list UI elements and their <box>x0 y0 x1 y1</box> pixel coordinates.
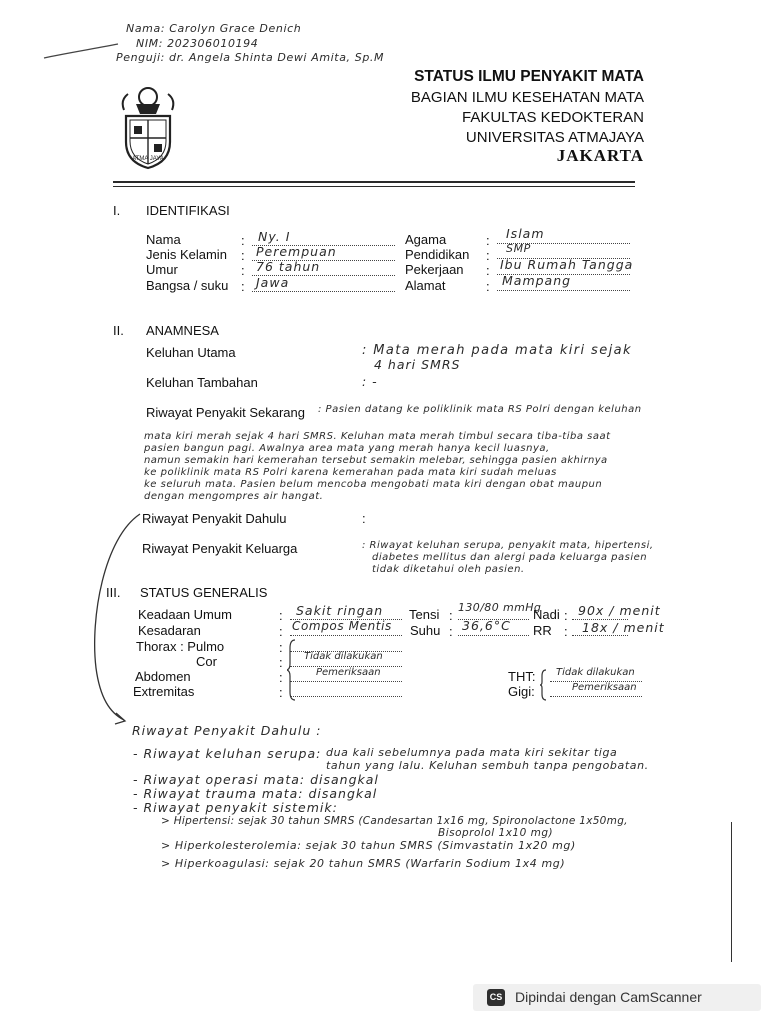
camscanner-watermark <box>473 984 761 1011</box>
value-tidak-dilakukan: Tidak dilakukan <box>304 651 383 662</box>
examiner-name: Penguji: dr. Angela Shinta Dewi Amita, Sp.M <box>116 51 385 64</box>
label-nadi: Nadi <box>533 607 560 622</box>
value-bangsa: Jawa <box>256 275 290 290</box>
camscanner-text: Dipindai dengan CamScanner <box>515 989 702 1005</box>
rpd-hipertensi-cont: Bisoprolol 1x10 mg) <box>438 827 554 839</box>
value-tensi: 130/80 mmHg <box>458 601 542 614</box>
label-extremitas: Extremitas <box>133 684 195 699</box>
colon: : <box>279 624 283 639</box>
colon: : <box>241 279 245 294</box>
rps-line: ke poliklinik mata RS Polri karena kemerahan pada mata kiri sudah meluas <box>144 467 557 478</box>
rpk-line: diabetes mellitus dan alergi pada keluarga pasien <box>372 552 648 563</box>
student-name: Nama: Carolyn Grace Denich <box>126 22 302 35</box>
rpd-hiperkoagulasi: > Hiperkoagulasi: sejak 20 tahun SMRS (Warfarin Sodium 1x4 mg) <box>161 857 566 870</box>
value-pendidikan: SMP <box>506 242 531 255</box>
label-bangsa-suku: Bangsa / suku <box>146 278 229 293</box>
section-num-iii: III. <box>106 585 121 600</box>
colon: : <box>486 233 490 248</box>
rps-line: mata kiri merah sejak 4 hari SMRS. Keluhan mata merah timbul secara tiba-tiba saat <box>144 431 611 442</box>
section-num-i: I. <box>113 203 121 218</box>
value-rps-first: : Pasien datang ke poliklinik mata RS Polri dengan keluhan <box>318 404 642 415</box>
section-title-status-generalis: STATUS GENERALIS <box>140 585 268 600</box>
margin-pen-line <box>731 822 732 962</box>
rpd-operasi: - Riwayat operasi mata: disangkal <box>133 772 379 787</box>
field-line <box>290 635 402 636</box>
label-riwayat-penyakit-dahulu: Riwayat Penyakit Dahulu <box>142 511 287 526</box>
rps-line: pasien bangun pagi. Awalnya area mata yang merah hanya kecil luasnya, <box>144 443 550 454</box>
value-nadi: 90x / menit <box>578 603 661 618</box>
rpd-detail-heading: Riwayat Penyakit Dahulu : <box>132 723 322 738</box>
rps-line: ke seluruh mata. Pasien belum mencoba mengobati mata kiri dengan obat maupun <box>144 479 603 490</box>
colon: : <box>486 248 490 263</box>
label-agama: Agama <box>405 232 447 247</box>
value-tht: Tidak dilakukan <box>556 667 635 678</box>
colon: : <box>486 279 490 294</box>
field-line <box>290 696 402 697</box>
rpd-keluhan-serupa-line2: tahun yang lalu. Keluhan sembuh tanpa pengobatan. <box>326 759 649 772</box>
value-kesadaran: Compos Mentis <box>292 619 392 633</box>
colon: : <box>449 608 453 623</box>
colon: : <box>564 608 568 623</box>
student-nim: NIM: 202306010194 <box>136 37 259 50</box>
value-gigi: Pemeriksaan <box>572 682 637 693</box>
value-pemeriksaan: Pemeriksaan <box>316 667 381 678</box>
rpk-line: : Riwayat keluhan serupa, penyakit mata, hipertensi, <box>362 540 654 551</box>
rpd-trauma: - Riwayat trauma mata: disangkal <box>133 786 378 801</box>
colon: : <box>279 640 283 655</box>
label-keluhan-tambahan: Keluhan Tambahan <box>146 375 258 390</box>
label-pendidikan: Pendidikan <box>405 247 470 262</box>
rps-line: namun semakin hari kemerahan tersebut semakin melebar, sehingga pasien akhirnya <box>144 455 608 466</box>
header-rule-thick <box>113 181 635 183</box>
field-line <box>458 635 529 636</box>
header-rule-thin <box>113 186 635 187</box>
field-line <box>572 635 628 636</box>
label-tensi: Tensi <box>409 607 440 622</box>
faculty-name: FAKULTAS KEDOKTERAN <box>462 109 644 126</box>
value-nama: Ny. I <box>258 229 291 244</box>
seal-text: ATMA JAYA <box>132 156 164 162</box>
label-abdomen: Abdomen <box>135 669 191 684</box>
field-line <box>252 291 395 292</box>
colon: : <box>241 263 245 278</box>
colon: : <box>279 670 283 685</box>
pen-stroke-decoration <box>42 40 122 64</box>
label-alamat: Alamat <box>405 278 446 293</box>
rpd-hipertensi: > Hipertensi: sejak 30 tahun SMRS (Candesartan 1x16 mg, Spironolactone 1x50mg, <box>161 815 628 827</box>
value-alamat: Mampang <box>502 273 572 288</box>
rpd-keluhan-serupa-label: - Riwayat keluhan serupa: <box>133 746 322 761</box>
label-suhu: Suhu <box>410 623 441 638</box>
brace-bracket-icon <box>540 668 550 702</box>
label-nama: Nama <box>146 232 181 247</box>
rps-line: dengan mengompres air hangat. <box>144 491 324 502</box>
label-jenis-kelamin: Jenis Kelamin <box>146 247 227 262</box>
label-riwayat-penyakit-sekarang: Riwayat Penyakit Sekarang <box>146 405 305 420</box>
brace-bracket-icon <box>287 638 301 702</box>
value-umur: 76 tahun <box>256 259 321 274</box>
rpd-hiperkolesterolemia: > Hiperkolesterolemia: sejak 30 tahun SMRS (Simvastatin 1x20 mg) <box>161 839 576 852</box>
department-name: BAGIAN ILMU KESEHATAN MATA <box>410 89 644 106</box>
label-riwayat-penyakit-keluarga: Riwayat Penyakit Keluarga <box>142 541 298 556</box>
value-keadaan-umum: Sakit ringan <box>296 603 384 618</box>
colon: : <box>279 655 283 670</box>
label-keadaan-umum: Keadaan Umum <box>138 607 232 622</box>
label-umur: Umur <box>146 262 178 277</box>
section-title-identifikasi: IDENTIFIKASI <box>146 203 230 218</box>
rpd-sistemik: - Riwayat penyakit sistemik: <box>133 800 338 815</box>
label-rr: RR <box>533 623 552 638</box>
colon: : <box>564 624 568 639</box>
value-jenis-kelamin: Perempuan <box>256 244 337 259</box>
field-line <box>497 290 630 291</box>
label-pekerjaan: Pekerjaan <box>405 262 464 277</box>
label-gigi: Gigi: <box>508 684 535 699</box>
label-kesadaran: Kesadaran <box>138 623 201 638</box>
colon: : <box>279 685 283 700</box>
form-title: STATUS ILMU PENYAKIT MATA <box>414 68 644 85</box>
colon: : <box>362 511 366 526</box>
rpd-keluhan-serupa-line1: dua kali sebelumnya pada mata kiri sekitar tiga <box>326 746 618 759</box>
value-keluhan-tambahan: : - <box>362 374 378 389</box>
colon: : <box>449 624 453 639</box>
university-seal-logo <box>118 80 178 172</box>
label-thorax-pulmo: Thorax : Pulmo <box>136 639 225 654</box>
value-agama: Islam <box>506 226 545 241</box>
camscanner-logo-icon: CS <box>487 989 505 1006</box>
value-keluhan-utama: : Mata merah pada mata kiri sejak <box>362 343 632 358</box>
colon: : <box>279 608 283 623</box>
field-line <box>290 681 402 682</box>
rpk-line: tidak diketahui oleh pasien. <box>372 564 525 575</box>
field-line <box>550 696 642 697</box>
city-name: JAKARTA <box>556 146 644 165</box>
label-cor: Cor <box>196 654 217 669</box>
section-num-ii: II. <box>113 323 124 338</box>
value-rr: 18x / menit <box>582 620 665 635</box>
colon: : <box>241 248 245 263</box>
label-tht: THT: <box>508 669 536 684</box>
label-keluhan-utama: Keluhan Utama <box>146 345 236 360</box>
value-suhu: 36,6°C <box>462 618 511 633</box>
university-name: UNIVERSITAS ATMAJAYA <box>465 129 644 146</box>
section-title-anamnesa: ANAMNESA <box>146 323 219 338</box>
colon: : <box>486 263 490 278</box>
colon: : <box>241 233 245 248</box>
value-pekerjaan: Ibu Rumah Tangga <box>500 257 634 272</box>
value-keluhan-utama-cont: 4 hari SMRS <box>374 357 461 372</box>
